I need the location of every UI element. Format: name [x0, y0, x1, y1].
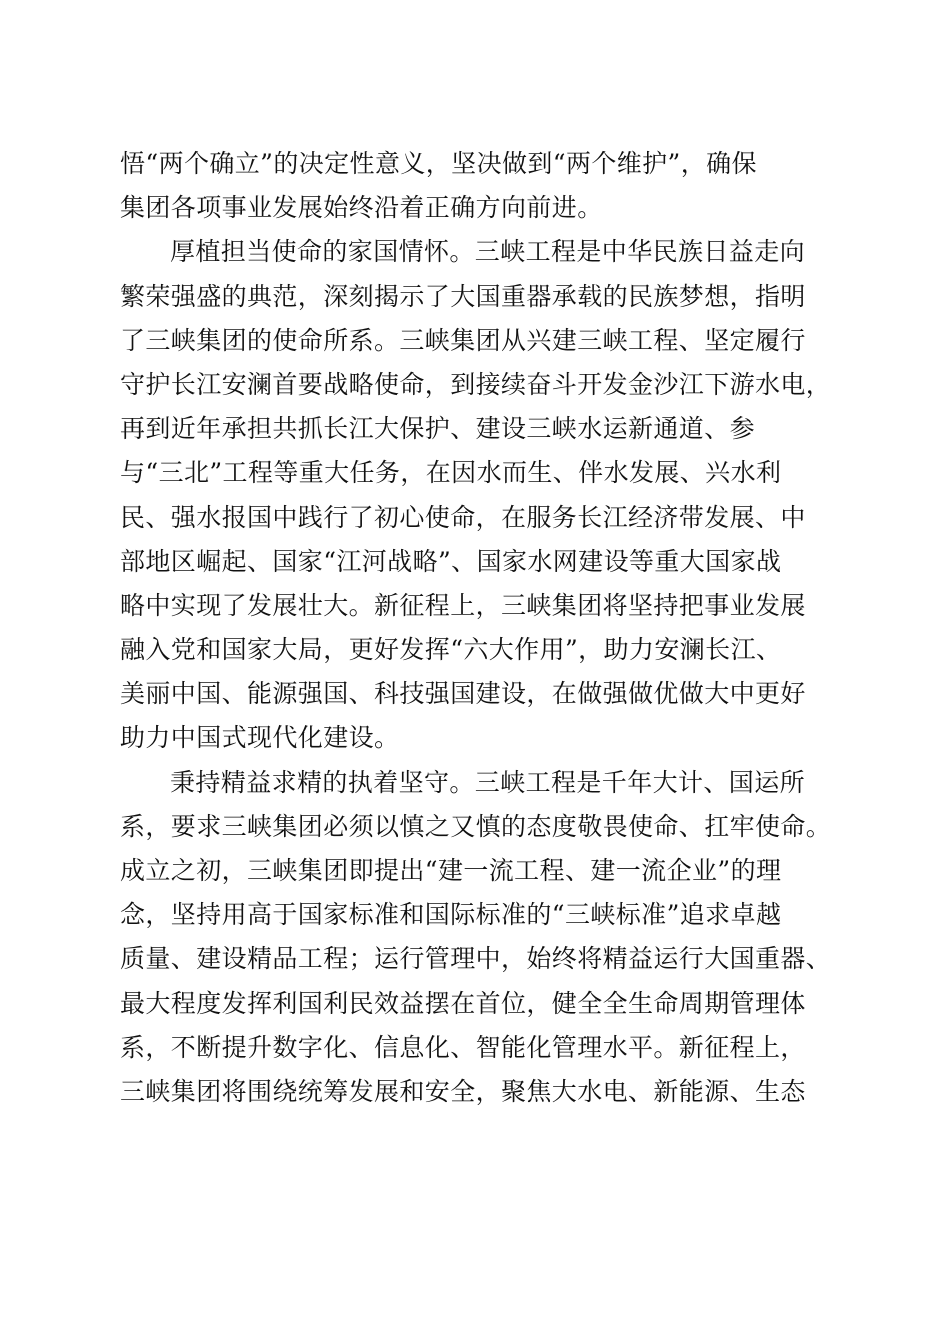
text-line: 美丽中国、能源强国、科技强国建设，在做强做优做大中更好 — [120, 679, 806, 709]
text-line: 质量、建设精品工程；运行管理中，始终将精益运行大国重器、 — [120, 944, 832, 974]
text-line: 悟“两个确立”的决定性意义，坚决做到“两个维护”，确保 — [120, 149, 757, 178]
document-body — [120, 142, 832, 1114]
text-line: 成立之初，三峡集团即提出“建一流工程、建一流企业”的理 — [120, 856, 782, 885]
text-line: 最大程度发挥利国利民效益摆在首位，健全全生命周期管理体 — [120, 988, 806, 1018]
text-line: 融入党和国家大局，更好发挥“六大作用”，助力安澜长江、 — [120, 635, 782, 665]
text-line: 与“三北”工程等重大任务，在因水而生、伴水发展、兴水利 — [120, 458, 782, 488]
text-line: 略中实现了发展壮大。新征程上，三峡集团将坚持把事业发展 — [120, 590, 806, 620]
text-line: 再到近年承担共抓长江大保护、建设三峡水运新通道、参 — [120, 414, 756, 444]
text-line: 系，要求三峡集团必须以慎之又慎的态度敬畏使命、扛牢使命。 — [120, 811, 832, 841]
paragraph-first-line: 秉持精益求精的执着坚守。三峡工程是千年大计、国运所 — [170, 767, 806, 797]
text-line: 守护长江安澜首要战略使命，到接续奋斗开发金沙江下游水电， — [120, 369, 832, 399]
text-line: 部地区崛起、国家“江河战略”、国家水网建设等重大国家战 — [120, 546, 782, 576]
text-line: 助力中国式现代化建设。 — [120, 723, 400, 753]
text-line: 系，不断提升数字化、信息化、智能化管理水平。新征程上， — [120, 1032, 806, 1062]
text-line: 了三峡集团的使命所系。三峡集团从兴建三峡工程、坚定履行 — [120, 325, 806, 355]
text-line: 集团各项事业发展始终沿着正确方向前进。 — [120, 193, 603, 223]
text-line: 三峡集团将围绕统筹发展和安全，聚焦大水电、新能源、生态 — [120, 1076, 806, 1106]
text-line: 念，坚持用高于国家标准和国际标准的“三峡标准”追求卓越 — [120, 900, 782, 930]
text-line: 繁荣强盛的典范，深刻揭示了大国重器承载的民族梦想，指明 — [120, 281, 806, 311]
text-line: 民、强水报国中践行了初心使命，在服务长江经济带发展、中 — [120, 502, 806, 532]
paragraph-first-line: 厚植担当使命的家国情怀。三峡工程是中华民族日益走向 — [170, 237, 806, 267]
